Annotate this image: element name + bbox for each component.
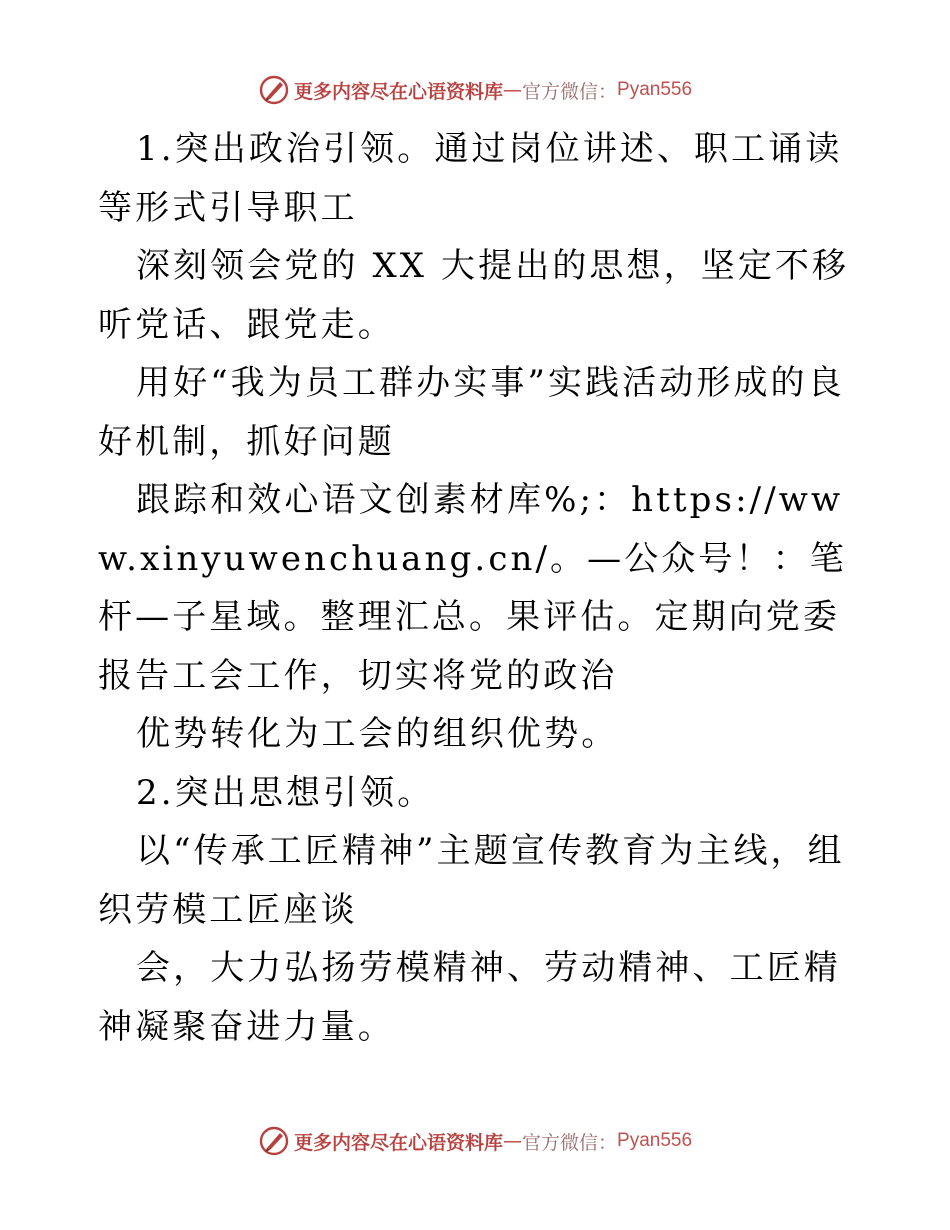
paragraph-3: 用好“我为员工群办实事”实践活动形成的良好机制，抓好问题 <box>98 363 845 462</box>
document-body <box>98 120 850 1056</box>
paragraph-4: 跟踪和效心语文创素材库%;：https://www.xinyuwenchuang.cn/。—公众号！：笔杆—子星域。整理汇总。果评估。定期向党委报告工会工作，切实将党的政治 <box>98 480 847 696</box>
watermark-official: 官方微信 <box>521 1131 598 1154</box>
watermark-official: 官方微信 <box>521 80 598 103</box>
watermark-colon: ： <box>598 80 618 103</box>
paragraph-8: 会，大力弘扬劳模精神、劳动精神、工匠精神凝聚奋进力量。 <box>98 948 841 1047</box>
watermark-dash: — <box>502 1130 522 1152</box>
watermark-id: Pyan556 <box>617 79 693 100</box>
header-watermark <box>0 70 950 110</box>
paragraph-1: 1.突出政治引领。通过岗位讲述、职工诵读等形式引导职工 <box>98 129 843 228</box>
paragraph-2: 深刻领会党的 XX 大提出的思想，坚定不移听党话、跟党走。 <box>98 246 850 345</box>
watermark-id: Pyan556 <box>617 1130 693 1151</box>
paragraph-6: 2.突出思想引领。 <box>136 772 435 813</box>
paragraph-7: 以“传承工匠精神”主题宣传教育为主线，组织劳模工匠座谈 <box>98 831 845 930</box>
watermark-text: 更多内容尽在心语资料库 <box>293 1131 503 1154</box>
pen-logo-icon <box>258 1125 290 1157</box>
paragraph-5: 优势转化为工会的组织优势。 <box>136 714 619 754</box>
pen-logo-icon <box>258 74 290 106</box>
watermark-dash: — <box>502 79 522 101</box>
watermark-colon: ： <box>598 1131 618 1154</box>
footer-watermark <box>0 1121 950 1161</box>
watermark-text: 更多内容尽在心语资料库 <box>293 80 503 103</box>
